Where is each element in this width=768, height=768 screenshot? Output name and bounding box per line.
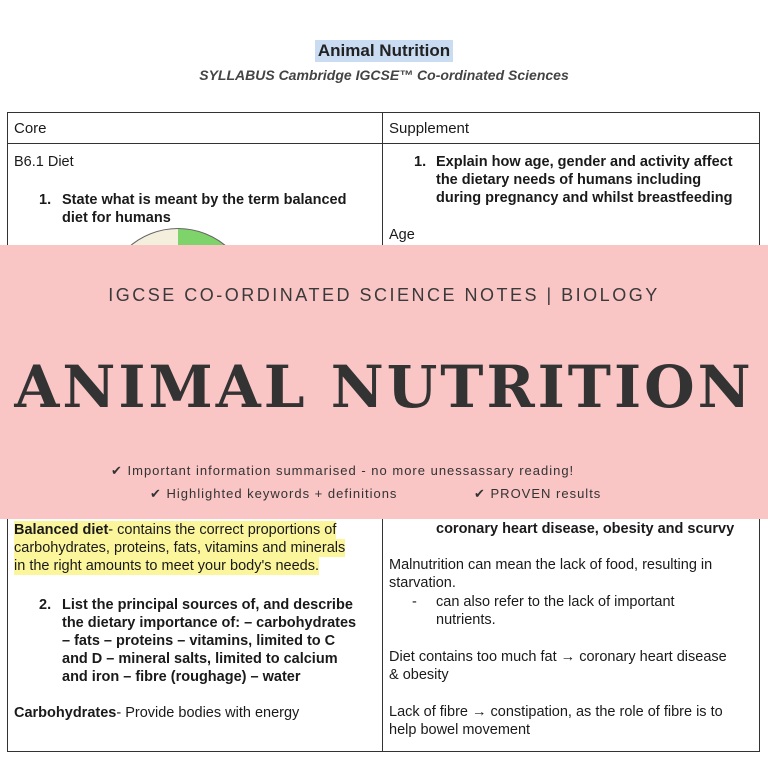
balanced-diet-line1 xyxy=(14,521,336,539)
age-heading: Age xyxy=(389,227,415,243)
core-item2-number: 2. xyxy=(39,597,52,613)
malnutrition-line1: Malnutrition can mean the lack of food, resulting in xyxy=(389,557,713,573)
malnutrition-bullet-line1: can also refer to the lack of important xyxy=(436,594,675,610)
core-item2-line5: and iron – fibre (roughage) – water xyxy=(62,669,301,685)
supp-item1-line2: the dietary needs of humans including xyxy=(436,172,702,188)
fibre-line2: help bowel movement xyxy=(389,722,531,738)
supplement-column-header: Supplement xyxy=(389,120,470,137)
fat-line1: Diet contains too much fat → coronary heart disease xyxy=(389,649,727,665)
balanced-diet-line2: carbohydrates, proteins, fats, vitamins and minerals xyxy=(14,540,346,556)
coronary-line: coronary heart disease, obesity and scurvy xyxy=(436,521,735,537)
core-item2-line1: List the principal sources of, and describe xyxy=(62,597,353,613)
banner-point-summarised: ✔ Important information summarised - no more unessassary reading! xyxy=(111,463,575,478)
banner-point-results: ✔ PROVEN results xyxy=(474,486,602,501)
balanced-diet-definition: - contains the correct proportions of xyxy=(108,522,337,538)
malnutrition-line2: starvation. xyxy=(389,575,456,591)
banner-title: ANIMAL NUTRITION xyxy=(14,353,754,421)
document-subtitle: SYLLABUS Cambridge IGCSE™ Co-ordinated Sciences xyxy=(199,67,569,83)
bullet-dash: - xyxy=(412,594,417,610)
balanced-diet-line3: in the right amounts to meet your body's needs. xyxy=(14,558,320,574)
carbohydrates-term: Carbohydrates xyxy=(14,705,117,721)
fat-line2: & obesity xyxy=(389,667,449,683)
fibre-line1: Lack of fibre → constipation, as the role of fibre is to xyxy=(389,704,723,720)
supp-item1-line3: during pregnancy and whilst breastfeeding xyxy=(436,190,733,206)
core-column-header: Core xyxy=(14,120,47,137)
banner-subtitle: IGCSE CO-ORDINATED SCIENCE NOTES | BIOLOGY xyxy=(108,285,660,305)
core-item1-line2: diet for humans xyxy=(62,210,171,226)
document-title: Animal Nutrition xyxy=(315,40,453,62)
balanced-diet-term: Balanced diet xyxy=(14,522,109,538)
promo-banner xyxy=(0,245,768,519)
core-item2-line3: – fats – proteins – vitamins, limited to C xyxy=(62,633,336,649)
core-item2-line4: and D – mineral salts, limited to calcium xyxy=(62,651,338,667)
core-item1-line1: State what is meant by the term balanced xyxy=(62,192,347,208)
core-section-title: B6.1 Diet xyxy=(14,154,74,170)
malnutrition-bullet-line2: nutrients. xyxy=(436,612,496,628)
document-header xyxy=(0,40,768,83)
core-item1-number: 1. xyxy=(39,192,52,208)
core-item2-line2: the dietary importance of: – carbohydrates xyxy=(62,615,357,631)
supp-item1-number: 1. xyxy=(414,154,427,170)
carbohydrates-line xyxy=(14,704,299,722)
header-divider xyxy=(8,143,759,144)
carbohydrates-definition: - Provide bodies with energy xyxy=(116,705,300,721)
supp-item1-line1: Explain how age, gender and activity affect xyxy=(436,154,733,170)
banner-point-keywords: ✔ Highlighted keywords + definitions xyxy=(150,486,398,501)
